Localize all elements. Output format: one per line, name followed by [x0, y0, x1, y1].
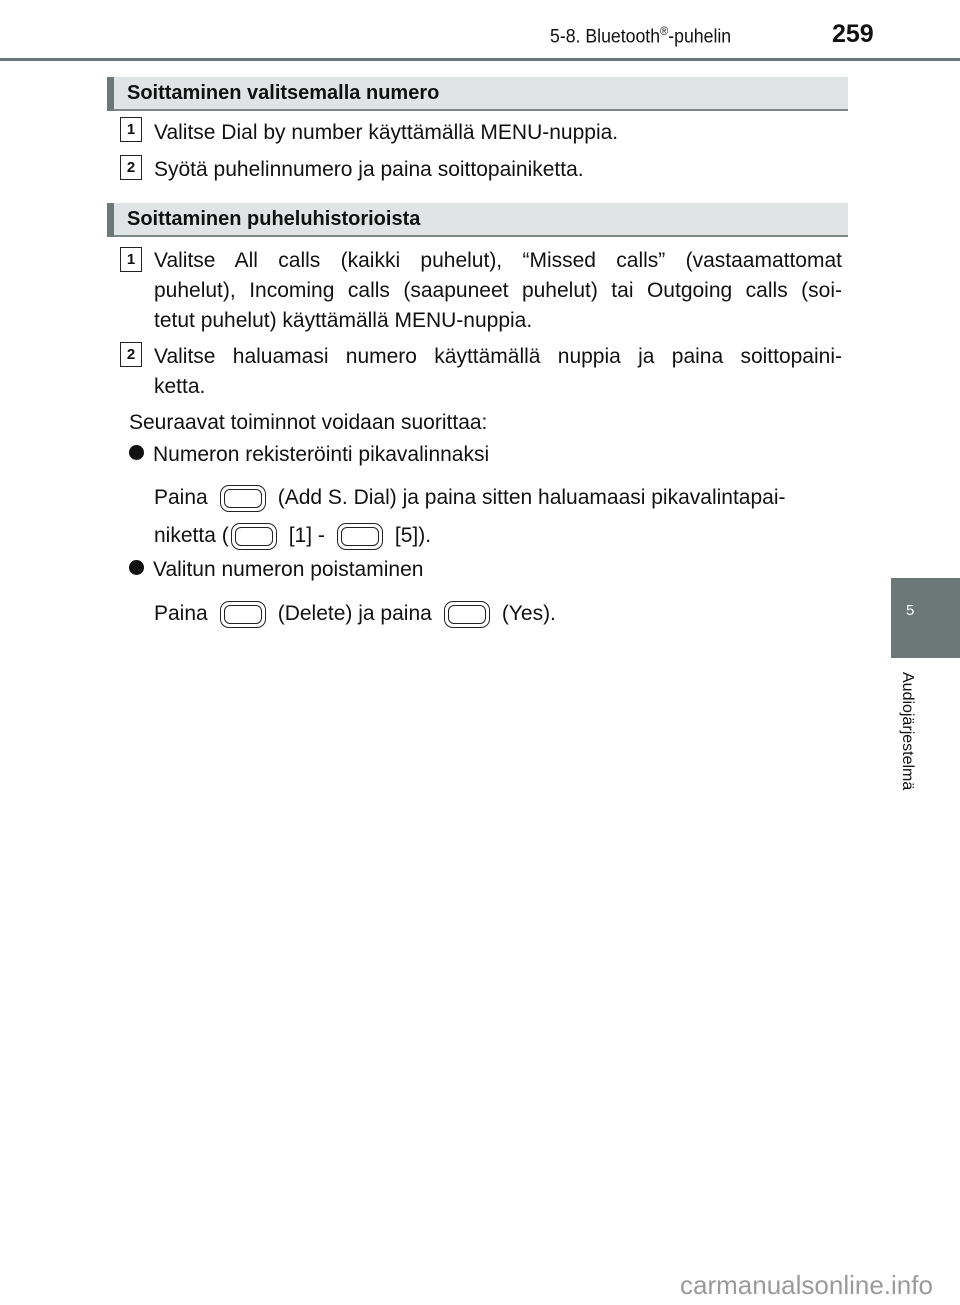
instruction-line	[154, 523, 431, 550]
text: Paina	[154, 486, 208, 509]
button-icon	[231, 523, 277, 550]
step-text: Valitse Dial by number käyttämällä MENU-nuppia.	[154, 121, 619, 144]
bullet-title: Numeron rekisteröinti pikavalinnaksi	[153, 443, 490, 466]
button-icon	[220, 485, 266, 512]
chapter-label: Audiojärjestelmä	[899, 672, 916, 791]
text: (Delete) ja paina	[277, 602, 432, 625]
text: [1] -	[288, 524, 325, 547]
instruction-line	[154, 485, 786, 512]
bullet-item	[129, 443, 489, 467]
button-icon	[444, 601, 490, 628]
watermark: carmanualsonline.info	[680, 1270, 933, 1300]
section-title-suffix: -puhelin	[668, 26, 732, 48]
section-header	[550, 24, 731, 48]
bullet-title: Valitun numeron poistaminen	[153, 558, 424, 581]
step-text-line: ketta.	[154, 375, 206, 398]
section-heading	[107, 77, 848, 111]
chapter-number: 5	[906, 602, 915, 619]
text: (Add S. Dial) ja paina sitten haluamaasi pikavalintapai-	[277, 486, 786, 509]
step-text-line: Valitse All calls (kaikki puhelut), “Missed calls” (vastaamattomat	[154, 249, 842, 272]
page-number: 259	[832, 20, 874, 48]
section-heading-text: Soittaminen valitsemalla numero	[127, 82, 440, 104]
section-heading	[107, 203, 848, 237]
step-text-line: tetut puhelut) käyttämällä MENU-nuppia.	[154, 309, 533, 332]
bullet-icon	[129, 560, 144, 575]
bullet-item	[129, 558, 423, 582]
chapter-tab	[891, 578, 960, 658]
button-icon	[220, 601, 266, 628]
text: Paina	[154, 602, 208, 625]
step-number: 2	[120, 155, 142, 180]
header-divider	[0, 58, 960, 61]
following-intro: Seuraavat toiminnot voidaan suorittaa:	[129, 411, 488, 434]
instruction-line	[154, 601, 556, 628]
step-number: 1	[120, 247, 142, 272]
step-number: 1	[120, 117, 142, 142]
button-icon	[337, 523, 383, 550]
text: (Yes).	[501, 602, 556, 625]
text: niketta (	[154, 524, 229, 547]
registered-mark: ®	[660, 24, 669, 38]
bullet-icon	[129, 445, 144, 460]
section-title: 5-8. Bluetooth	[550, 26, 661, 48]
step-number: 2	[120, 342, 142, 367]
step-text: Syötä puhelinnumero ja paina soittopainiketta.	[154, 158, 584, 181]
step-text-line: Valitse haluamasi numero käyttämällä nuppia ja paina soittopaini-	[154, 345, 842, 368]
text: [5]).	[394, 524, 432, 547]
section-heading-text: Soittaminen puheluhistorioista	[127, 208, 421, 230]
step-text-line: puhelut), Incoming calls (saapuneet puhelut) tai Outgoing calls (soi-	[154, 279, 842, 302]
